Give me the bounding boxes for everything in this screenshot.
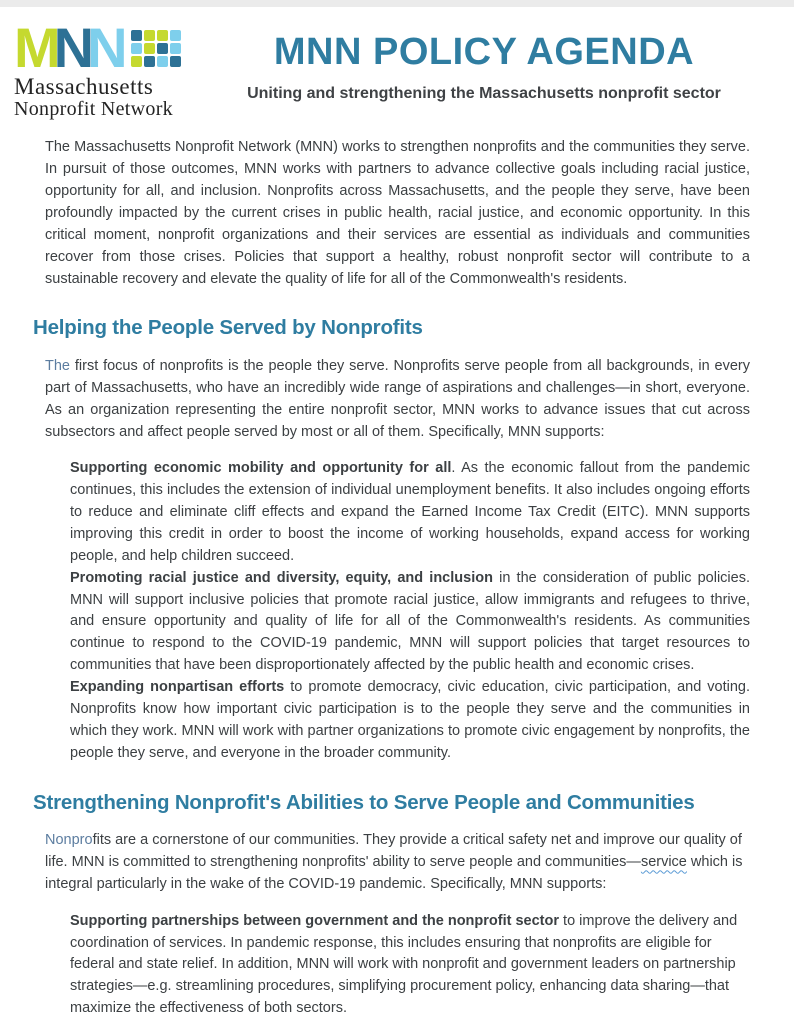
section2-lead-text-part2: which is integral particularly in the wake of the COVID-19 pandemic. Specifically, MNN supports: (45, 854, 743, 893)
section1-lead-paragraph (45, 356, 750, 444)
section2-items (70, 911, 750, 1021)
policy-item-text: in the consideration of public policies. MNN will support inclusive policies that promote racial justice, allow immigrants and refugees to thrive, and ensure opportunity and quality of life for all of the Commonwealth's residents. As communities continue to respond to the COVID-19 pandemic, MNN will support policies that target resources to communities that have been disproportionately affected by the public health and economic crises. (70, 569, 750, 674)
logo-dot (144, 56, 155, 67)
logo-dot (170, 30, 181, 41)
logo-org-line2: Nonprofit Network (14, 97, 173, 120)
logo-wordmark (14, 75, 204, 119)
document-body (0, 137, 794, 1020)
logo-dot (144, 30, 155, 41)
section2-lead-text-part1: fits are a cornerstone of our communities. They provide a critical safety net and improve our quality of life. MNN is committed to strengthening nonprofits' ability to serve people and communities— (45, 832, 742, 871)
document-title: MNN POLICY AGENDA (273, 31, 695, 73)
policy-item-bold-lead: Supporting partnerships between government and the nonprofit sector (70, 912, 560, 929)
logo-dot (170, 56, 181, 67)
document-subtitle: Uniting and strengthening the Massachusetts nonprofit sector (247, 84, 721, 102)
logo-dot (131, 56, 142, 67)
logo-dot (157, 30, 168, 41)
section1-lead-text: first focus of nonprofits is the people they serve. Nonprofits serve people from all backgrounds, in every part of Massachusetts, who have an incredibly wide range of aspirations and challenges—in short, everyone. As an organization representing the entire nonprofit sector, MNN works to advance issues that cut across subsectors and affect people served by most or all of them. Specifically, MNN supports: (45, 358, 750, 440)
logo-dots-grid (131, 30, 181, 67)
logo-org-line1: Massachusetts (14, 74, 154, 100)
section1-items (70, 458, 750, 765)
policy-item-bold-lead: Supporting economic mobility and opportunity for all (70, 460, 452, 477)
logo-dot (170, 43, 181, 54)
logo-dot (131, 43, 142, 54)
logo-mark (14, 16, 204, 79)
policy-item-bold-lead: Promoting racial justice and diversity, equity, and inclusion (70, 569, 493, 586)
policy-item-text: to promote democracy, civic education, civic participation, and voting. Nonprofits know how important civic participation is to the people they serve and the communities in which they work. MNN will work with partner organizations to promote civic engagement by nonprofits, the people they serve, and everyone in the broader community. (70, 679, 750, 761)
spellcheck-squiggle-word: service (640, 854, 687, 871)
policy-item-racial-justice (70, 568, 750, 678)
logo-letters (14, 16, 121, 79)
policy-item-text: to improve the delivery and coordination of services. In pandemic response, this includes ensuring that nonprofits are eligible for federal and state relief. In addition, MNN will work with nonprofit and government leaders on partnership strategies—e.g. streamlining procedures, simplifying procurement policy, enhancing data sharing—that maximize the effectiveness of both sectors. (70, 912, 738, 1017)
mnn-logo (14, 16, 204, 120)
policy-item-bold-lead: Expanding nonpartisan efforts (70, 679, 285, 696)
policy-item-government-partnerships (70, 911, 750, 1021)
policy-item-economic-mobility (70, 458, 750, 568)
section2-lead-paragraph (45, 830, 750, 896)
header-title-block (204, 23, 764, 119)
policy-item-text: . As the economic fallout from the pandemic continues, this includes the extension of individual unemployment benefits. It also includes ongoing efforts to reduce and eliminate cliff effects and expand the Earned Income Tax Credit (EITC). MNN supports improving this credit in order to boost the income of working households, expand access for working people, and help children succeed. (70, 460, 750, 564)
logo-dot (131, 30, 142, 41)
policy-item-nonpartisan-efforts (70, 677, 750, 765)
logo-dot (157, 43, 168, 54)
section1-lead-highlight-word: The (45, 358, 70, 375)
section-heading-helping-people: Helping the People Served by Nonprofits (33, 316, 423, 340)
section2-lead-highlight-word: Nonpro (45, 832, 93, 849)
logo-letter-m: M (14, 16, 54, 79)
logo-letter-n1: N (53, 16, 88, 79)
logo-dot (157, 56, 168, 67)
document-header (0, 7, 794, 119)
logo-letter-n2: N (87, 16, 121, 79)
intro-paragraph: The Massachusetts Nonprofit Network (MNN) works to strengthen nonprofits and the communities they serve. In pursuit of those outcomes, MNN works with partners to advance collective goals including racial justice, opportunity for all, and inclusion. Nonprofits across Massachusetts, and the people they serve, have been profoundly impacted by the current crises in public health, racial justice, and economic opportunity. In this critical moment, nonprofit organizations and their services are essential as individuals and communities recover from those crises. Policies that support a healthy, robust nonprofit sector will contribute to a sustainable recovery and elevate the quality of life for all of the Commonwealth's residents. (45, 139, 750, 287)
section-heading-strengthening-nonprofits: Strengthening Nonprofit's Abilities to Serve People and Communities (33, 790, 695, 814)
logo-dot (144, 43, 155, 54)
page-top-edge (0, 0, 794, 7)
